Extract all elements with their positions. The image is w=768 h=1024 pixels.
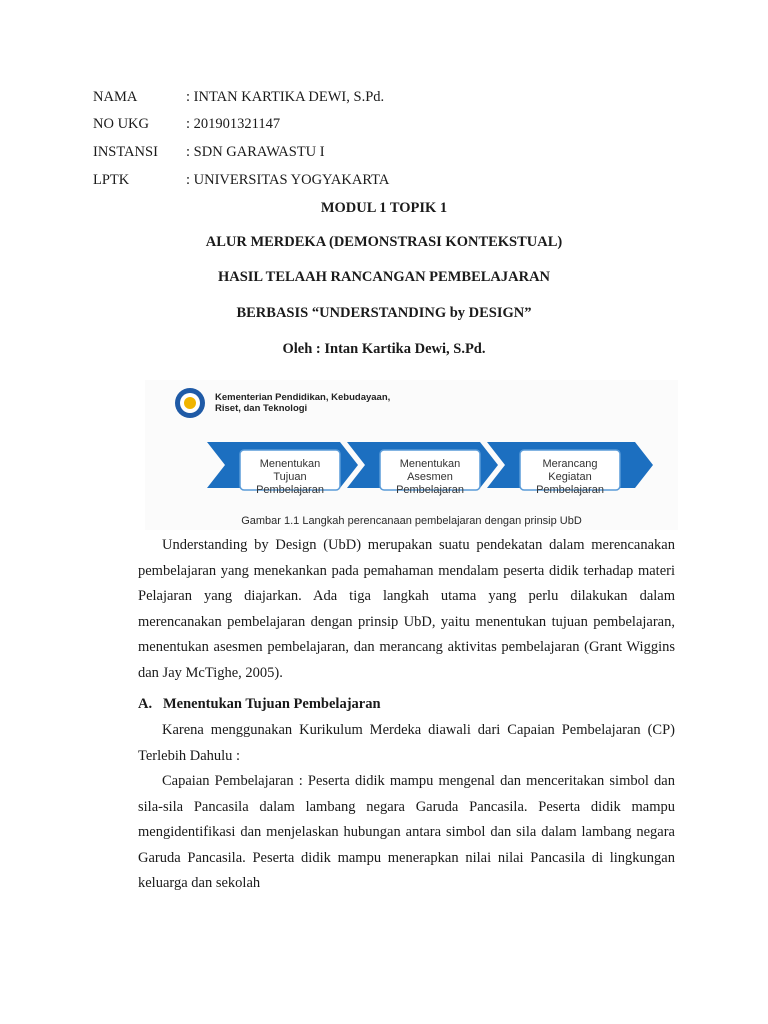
- section-a-letter: A.: [138, 696, 153, 712]
- info-value: : SDN GARAWASTU I: [186, 144, 325, 160]
- info-value: : UNIVERSITAS YOGYAKARTA: [186, 172, 390, 188]
- cp-paragraph: Capaian Pembelajaran : Peserta didik mampu mengenal dan menceritakan simbol dan sila-sila Pancasila dalam lambang negara Garuda Pancasila. Peserta didik mampu mengidentifikasi dan menjelaskan hubungan antara simbol dan sila dalam lambang negara Garuda Pancasila. Peserta didik mampu menerapkan nilai nilai Pancasila di lingkungan keluarga dan sekolah: [138, 773, 675, 892]
- info-row-nama: [93, 88, 384, 106]
- ubd-figure: [145, 380, 678, 530]
- flow-heading: ALUR MERDEKA (DEMONSTRASI KONTEKSTUAL): [205, 234, 563, 250]
- result-heading: HASIL TELAAH RANCANGAN PEMBELAJARAN: [217, 269, 551, 285]
- info-value: : INTAN KARTIKA DEWI, S.Pd.: [186, 89, 385, 105]
- info-value: : 201901321147: [186, 116, 281, 132]
- section-a-title: Menentukan Tujuan Pembelajaran: [163, 696, 381, 712]
- step-3-label: Merancang Kegiatan Pembelajaran: [536, 458, 604, 496]
- author-heading: Oleh : Intan Kartika Dewi, S.Pd.: [282, 341, 486, 357]
- info-row-lptk: [93, 171, 389, 189]
- based-heading: BERBASIS “UNDERSTANDING by DESIGN”: [236, 305, 532, 321]
- figure-caption: Gambar 1.1 Langkah perencanaan pembelajaran dengan prinsip UbD: [241, 515, 582, 527]
- intro-paragraph: Understanding by Design (UbD) merupakan suatu pendekatan dalam merencanakan pembelajaran yang menekankan pada pemahaman mendalam peserta didik terhadap materi Pelajaran yang diajarkan. Ada tiga langkah utama yang perlu dilakukan dalam merencanakan pembelajaran dengan prinsip UbD, yaitu menentukan tujuan pembelajaran, menentukan asesmen pembelajaran, dan merancang aktivitas pembelajaran (Grant Wiggins dan Jay McTighe, 2005).: [138, 537, 675, 681]
- step-2-label: Menentukan Asesmen Pembelajaran: [396, 458, 464, 496]
- ministry-name-line-2: Riset, dan Teknologi: [215, 403, 308, 414]
- ministry-name-line-1: Kementerian Pendidikan, Kebudayaan,: [215, 392, 391, 403]
- module-heading: MODUL 1 TOPIK 1: [320, 200, 448, 216]
- curriculum-paragraph: Karena menggunakan Kurikulum Merdeka diawali dari Capaian Pembelajaran (CP) Terlebih Dahulu :: [138, 722, 675, 764]
- info-row-instansi: [93, 143, 325, 161]
- info-key: LPTK: [93, 172, 130, 188]
- info-key: NAMA: [93, 89, 138, 105]
- info-key: INSTANSI: [93, 144, 158, 160]
- ministry-logo-icon: [175, 388, 205, 418]
- ministry-name: [215, 392, 390, 414]
- info-row-no-ukg: [93, 115, 280, 133]
- info-key: NO UKG: [93, 116, 149, 132]
- section-a-heading: [138, 695, 381, 713]
- step-1-label: Menentukan Tujuan Pembelajaran: [256, 458, 324, 496]
